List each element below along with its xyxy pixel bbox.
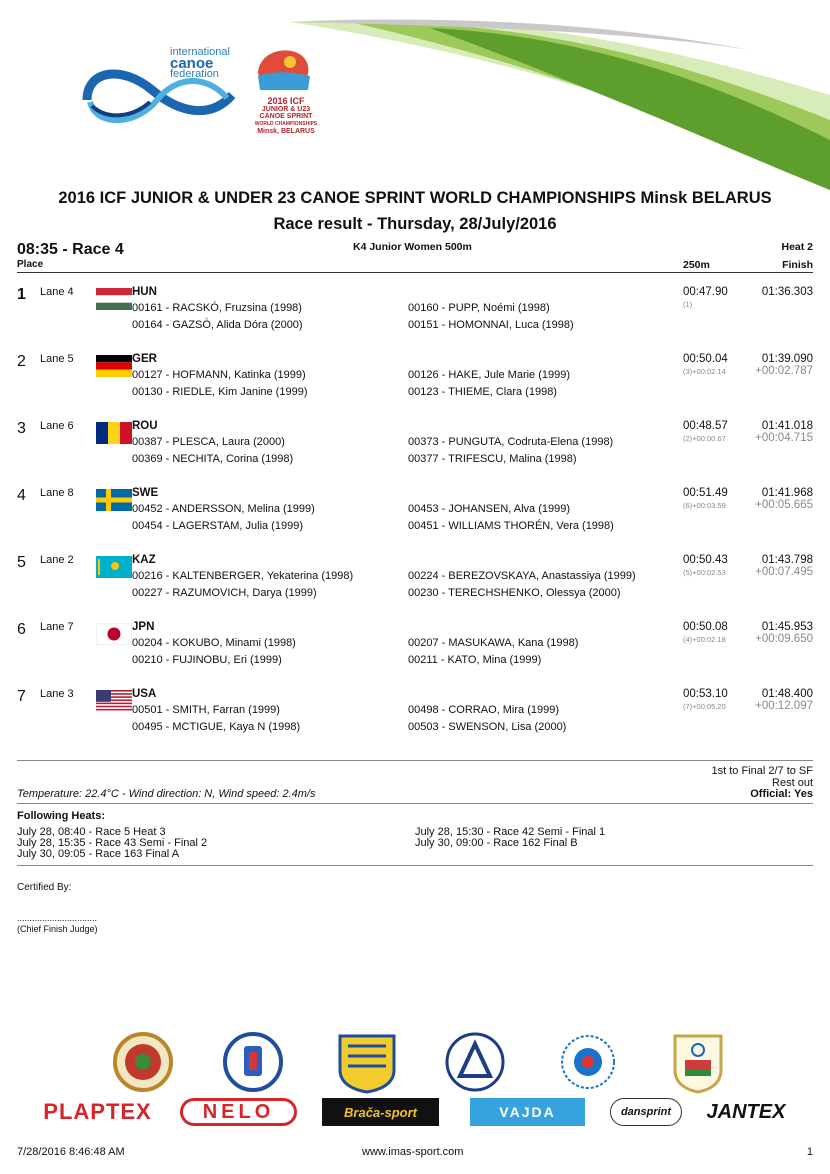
lane-label: Lane 4 [40, 286, 74, 298]
flag-usa-icon [96, 690, 132, 712]
place-number: 1 [17, 286, 26, 303]
federation-emblem-4 [440, 1030, 510, 1094]
athlete-name: 00204 - KOKUBO, Minami (1998) [132, 637, 296, 649]
page-subtitle: Race result - Thursday, 28/July/2016 [273, 215, 557, 233]
lane-label: Lane 2 [40, 554, 74, 566]
lane-label: Lane 6 [40, 420, 74, 432]
following-heat: July 30, 09:00 - Race 162 Final B [415, 837, 578, 849]
athlete-name: 00210 - FUJINOBU, Eri (1999) [132, 654, 282, 666]
flag-swe-icon [96, 489, 132, 511]
athlete-name: 00126 - HAKE, Jule Marie (1999) [408, 369, 571, 381]
time-behind: +00:04.715 [755, 432, 813, 444]
nation-code: HUN [132, 286, 157, 298]
sponsor-logo-vajda: VAJDA [470, 1098, 585, 1126]
athlete-name: 00387 - PLESCA, Laura (2000) [132, 436, 285, 448]
athlete-name: 00130 - RIEDLE, Kim Janine (1999) [132, 386, 308, 398]
results-divider [17, 760, 813, 761]
federation-emblem-5 [553, 1030, 623, 1094]
nation-code: GER [132, 353, 157, 365]
athlete-name: 00501 - SMITH, Farran (1999) [132, 704, 280, 716]
split-time: 00:50.43 [683, 554, 728, 566]
athlete-name: 00377 - TRIFESCU, Malina (1998) [408, 453, 577, 465]
athlete-name: 00127 - HOFMANN, Katinka (1999) [132, 369, 306, 381]
athlete-name: 00495 - MCTIGUE, Kaya N (1998) [132, 721, 301, 733]
flag-jpn-icon [96, 623, 132, 645]
nation-code: JPN [132, 621, 155, 633]
website-link[interactable]: www.imas-sport.com [362, 1146, 464, 1158]
sponsor-logo-braca-sport: Brača-sport [322, 1098, 439, 1126]
result-row [0, 487, 830, 551]
lane-label: Lane 8 [40, 487, 74, 499]
following-divider [17, 865, 813, 866]
result-row [0, 621, 830, 685]
flag-rou-icon [96, 422, 132, 444]
split-time: 00:50.04 [683, 353, 728, 365]
federation-emblem-1 [108, 1030, 178, 1094]
nation-code: USA [132, 688, 157, 700]
result-row [0, 420, 830, 484]
event-name: K4 Junior Women 500m [353, 241, 472, 253]
athlete-name: 00211 - KATO, Mina (1999) [408, 654, 542, 666]
split-rank: (1) [683, 300, 693, 309]
place-number: 6 [17, 621, 26, 638]
place-number: 2 [17, 353, 26, 370]
athlete-name: 00161 - RACSKÓ, Fruzsina (1998) [132, 302, 302, 314]
split-time: 00:48.57 [683, 420, 728, 432]
finish-time: 01:41.018 [761, 420, 813, 432]
nation-code: KAZ [132, 554, 156, 566]
finish-column-header: Finish [782, 259, 813, 271]
rest-out-label: Rest out [772, 777, 813, 789]
time-behind: +00:12.097 [755, 700, 813, 712]
place-number: 7 [17, 688, 26, 705]
federation-emblem-3 [332, 1030, 402, 1094]
athlete-name: 00224 - BEREZOVSKAYA, Anastassiya (1999) [408, 570, 636, 582]
split-time: 00:51.49 [683, 487, 728, 499]
split-time: 00:53.10 [683, 688, 728, 700]
athlete-name: 00369 - NECHITA, Corina (1998) [132, 453, 294, 465]
athlete-name: 00216 - KALTENBERGER, Yekaterina (1998) [132, 570, 354, 582]
page-title: 2016 ICF JUNIOR & UNDER 23 CANOE SPRINT WORLD CHAMPIONSHIPS Minsk BELARUS [58, 189, 772, 207]
split-rank: (4)+00:02.18 [683, 635, 726, 644]
time-behind: +00:02.787 [755, 365, 813, 377]
split-rank: (6)+00:03.59 [683, 501, 726, 510]
sponsor-logo-jantex: JANTEX [706, 1100, 786, 1123]
progression-rule: 1st to Final 2/7 to SF [711, 765, 813, 777]
print-timestamp: 7/28/2016 8:46:48 AM [17, 1146, 125, 1158]
split-rank: (5)+00:02.53 [683, 568, 726, 577]
official-status: Official: Yes [750, 788, 813, 800]
athlete-name: 00498 - CORRAO, Mira (1999) [408, 704, 559, 716]
sponsor-logo-plaptex: PLAPTEX [43, 1099, 152, 1124]
certified-by-label: Certified By: [17, 882, 72, 893]
athlete-name: 00207 - MASUKAWA, Kana (1998) [408, 637, 579, 649]
athlete-name: 00453 - JOHANSEN, Alva (1999) [408, 503, 571, 515]
weather-divider [17, 803, 813, 804]
header-divider [17, 272, 813, 273]
signature-line: ................................ [17, 913, 98, 923]
place-number: 4 [17, 487, 26, 504]
athlete-name: 00230 - TERECHSHENKO, Olessya (2000) [408, 587, 621, 599]
nation-code: ROU [132, 420, 158, 432]
result-row [0, 286, 830, 350]
finish-time: 01:39.090 [761, 353, 813, 365]
lane-label: Lane 5 [40, 353, 74, 365]
flag-ger-icon [96, 355, 132, 377]
lane-label: Lane 7 [40, 621, 74, 633]
athlete-name: 00452 - ANDERSSON, Melina (1999) [132, 503, 315, 515]
page-number: 1 [806, 1146, 813, 1158]
weather-info: Temperature: 22.4°C - Wind direction: N, Wind speed: 2.4m/s [17, 788, 316, 800]
place-column-header: Place [17, 259, 44, 270]
following-heat: July 28, 08:40 - Race 5 Heat 3 [17, 826, 166, 838]
finish-time: 01:36.303 [761, 286, 813, 298]
following-heats-label: Following Heats: [17, 810, 105, 822]
race-time: 08:35 - Race 4 [17, 241, 124, 258]
heat-label: Heat 2 [781, 241, 813, 253]
athlete-name: 00151 - HOMONNAI, Luca (1998) [408, 319, 574, 331]
federation-emblem-2 [218, 1030, 288, 1094]
split-time: 00:47.90 [683, 286, 728, 298]
nation-code: SWE [132, 487, 159, 499]
result-row [0, 353, 830, 417]
following-heat: July 30, 09:05 - Race 163 Final A [17, 848, 180, 860]
time-behind: +00:07.495 [755, 566, 813, 578]
following-heats-right [415, 827, 605, 849]
icf-logo-text: international canoe federation [170, 46, 230, 80]
place-number: 5 [17, 554, 26, 571]
flag-kaz-icon [96, 556, 132, 578]
finish-time: 01:43.798 [761, 554, 813, 566]
sponsor-logo-nelo: NELO [180, 1098, 297, 1126]
finish-time: 01:45.953 [761, 621, 813, 633]
lane-label: Lane 3 [40, 688, 74, 700]
athlete-name: 00451 - WILLIAMS THORÉN, Vera (1998) [408, 520, 614, 532]
finish-time: 01:41.968 [761, 487, 813, 499]
flag-hun-icon [96, 288, 132, 310]
following-heat: July 28, 15:35 - Race 43 Semi - Final 2 [17, 837, 208, 849]
split-rank: (7)+00:05.20 [683, 702, 726, 711]
athlete-name: 00227 - RAZUMOVICH, Darya (1999) [132, 587, 317, 599]
sponsor-logo-dansprint: dansprint [610, 1098, 682, 1126]
time-behind: +00:05.665 [755, 499, 813, 511]
split-time: 00:50.08 [683, 621, 728, 633]
split-rank: (3)+00:02.14 [683, 367, 726, 376]
split-rank: (2)+00:00.67 [683, 434, 726, 443]
athlete-name: 00164 - GAZSÓ, Alida Dóra (2000) [132, 319, 303, 331]
time-behind: +00:09.650 [755, 633, 813, 645]
finish-time: 01:48.400 [761, 688, 813, 700]
following-heats-left [17, 827, 207, 860]
header-swoosh-graphic [230, 0, 830, 190]
place-number: 3 [17, 420, 26, 437]
chief-judge-label: (Chief Finish Judge) [17, 924, 98, 934]
athlete-name: 00454 - LAGERSTAM, Julia (1999) [132, 520, 303, 532]
following-heat: July 28, 15:30 - Race 42 Semi - Final 1 [415, 826, 606, 838]
result-row [0, 688, 830, 752]
result-row [0, 554, 830, 618]
federation-emblem-6 [663, 1030, 733, 1094]
split-column-header: 250m [683, 259, 710, 271]
athlete-name: 00503 - SWENSON, Lisa (2000) [408, 721, 567, 733]
athlete-name: 00160 - PUPP, Noémi (1998) [408, 302, 550, 314]
athlete-name: 00373 - PUNGUTA, Codruta-Elena (1998) [408, 436, 614, 448]
championship-logo-text: 2016 ICF JUNIOR & U23 CANOE SPRINT WORLD CHAMPIONSHIPS Minsk, BELARUS [254, 96, 318, 135]
athlete-name: 00123 - THIEME, Clara (1998) [408, 386, 557, 398]
